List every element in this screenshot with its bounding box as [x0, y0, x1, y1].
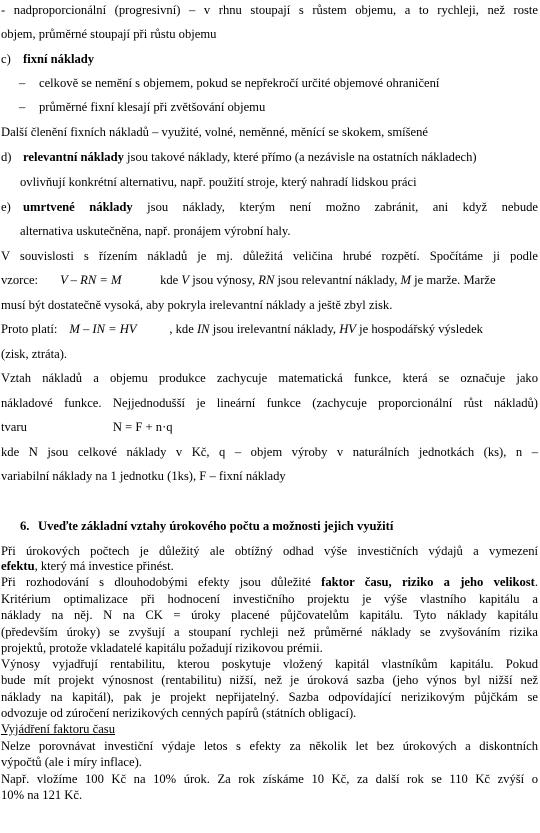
text-line: (zisk, ztráta). [1, 347, 68, 361]
text-line [1, 574, 538, 590]
text-span: jsou irelevantní náklady, [209, 322, 340, 336]
variable: IN [196, 322, 210, 336]
item-text: jsou náklady, kterým není možno zabránit, ani když nebude [132, 200, 538, 214]
text-line: náklady na kapitál), pak je projekt nepřijatelný. Sazba odpovídající nerizikovým půjčkám se [1, 690, 538, 704]
text-line: nákladové funkce. Nejjednodušší je lineární funkce (zachycuje proporcionální růst nákladů) [1, 396, 538, 410]
bullet-text: celkově se nemění s objemem, pokud se nepřekročí určité objemové ohraničení [39, 76, 440, 90]
text-line: alternativa uskutečněna, např. pronájem výrobní haly. [20, 224, 291, 238]
bullet-text: průměrné fixní klesají při zvětšování objemu [39, 100, 266, 114]
term-bold: faktor času, riziko a jeho velikost [321, 575, 535, 589]
term-bold: umrtvené náklady [23, 200, 133, 214]
item-text: jsou takové náklady, které přímo (a nezávisle na ostatních nákladech) [123, 150, 477, 164]
bullet-item [19, 75, 538, 91]
text-line: V souvislosti s řízením nákladů je mj. důležitá veličina hrubé rozpětí. Spočítáme ji podle [1, 249, 538, 263]
formula-label: tvaru [1, 420, 27, 434]
subheading [1, 721, 538, 737]
text-line [1, 558, 538, 574]
list-marker: e) [1, 200, 11, 214]
subheading-text: Vyjádření faktoru času [1, 722, 116, 736]
list-item-d [1, 149, 538, 165]
text-line: Nelze porovnávat investiční výdaje letos s efekty za několik let bez úrokových a diskontních [1, 739, 538, 753]
formula-line [1, 321, 538, 337]
formula: N = F + n·q [112, 420, 173, 434]
text-line: ovlivňují konkrétní alternativu, např. použití stroje, který nahradí lidskou práci [20, 175, 417, 189]
text-line: variabilní náklady na 1 jednotku (1ks), F – fixní náklady [1, 469, 286, 483]
text-span: je marže. Marže [411, 273, 496, 287]
text-line: Kritérium optimalizace při hodnocení investičního projektu je výše vlastního kapitálu a [1, 592, 538, 606]
text-line: objem, průměrné stoupají při růstu objemu [1, 27, 217, 41]
text-span: , který má investice přinést. [34, 559, 174, 573]
variable: V [181, 273, 190, 287]
text-span: jsou relevantní náklady, [274, 273, 401, 287]
text-span: je hospodářský výsledek [356, 322, 483, 336]
text-line: odvozuje od zúročení nerizikových cenných papírů (státních obligací). [1, 706, 357, 720]
text-line: - nadproporcionální (progresivní) – v rhnu stoupají s růstem objemu, a to rychleji, než roste [1, 3, 538, 17]
text-line: projektů, protože vkladatelé kapitálu požadují rizikovou prémii. [1, 641, 323, 655]
dash-bullet-icon: – [19, 100, 26, 114]
formula: V – RN = M [60, 273, 122, 287]
text-line: bude mít projekt výnosnost (rentabilitu) nižší, než je úroková sazba (jeho výnos byl nižší než [1, 673, 538, 687]
text-span: Při rozhodování s dlouhodobými efekty jsou důležité [1, 575, 322, 589]
text-span: . [534, 575, 539, 589]
text-line: Např. vložíme 100 Kč na 10% úrok. Za rok získáme 10 Kč, za další rok se 110 Kč zvýší o [1, 772, 538, 786]
text-line: Výnosy vyjadřují rentabilitu, kterou poskytuje vložený kapitál vlastníkům kapitálu. Pokud [1, 657, 538, 671]
list-item-c [1, 51, 538, 67]
text-span: , kde [169, 322, 197, 336]
variable: RN [258, 273, 275, 287]
section-title: Uveďte základní vztahy úrokového počtu a možnosti jejich využití [38, 519, 394, 533]
formula-line [1, 419, 538, 435]
formula-label: Proto platí: [1, 322, 58, 336]
bullet-item [19, 99, 538, 115]
text-line: náklady na něj. N na CK = úroky placené půjčovatelům kapitálu. Tyto náklady kapitálu [1, 608, 538, 622]
text-line: výpočtů (ale i míry inflace). [1, 755, 142, 769]
term-bold: efektu [1, 559, 35, 573]
text-line: Při úrokových počtech je důležitý ale obtížný odhad výše investičních výdajů a vymezení [1, 544, 538, 558]
text-line: Vztah nákladů a objemu produkce zachycuje matematická funkce, která se označuje jako [1, 371, 538, 385]
formula-line [1, 272, 538, 288]
text-line: Další členění fixních nákladů – využité, volné, neměnné, měnící se skokem, smíšené [1, 125, 429, 139]
text-line: musí být dostatečně vysoká, aby pokryla irelevantní náklady a ještě zbyl zisk. [1, 298, 393, 312]
text-span: kde [160, 273, 182, 287]
formula: M – IN = HV [69, 322, 137, 336]
variable: M [400, 273, 411, 287]
text-span: jsou výnosy, [189, 273, 259, 287]
text-line: kde N jsou celkové náklady v Kč, q – objem výroby v naturálních jednotkách (ks), n – [1, 445, 538, 459]
term-bold: fixní náklady [23, 52, 95, 66]
list-item-e [1, 199, 538, 215]
term-bold: relevantní náklady [23, 150, 124, 164]
formula-label: vzorce: [1, 273, 39, 287]
dash-bullet-icon: – [19, 76, 26, 90]
text-line: (především úroky) se zvyšují a stoupaní rychleji než průměrné náklady se zvyšováním rizika [1, 625, 538, 639]
list-marker: c) [1, 52, 11, 66]
list-marker: d) [1, 150, 12, 164]
text-line: 10% na 121 Kč. [1, 788, 83, 802]
variable: HV [339, 322, 356, 336]
section-number: 6. [20, 519, 30, 533]
section-heading [20, 518, 538, 534]
